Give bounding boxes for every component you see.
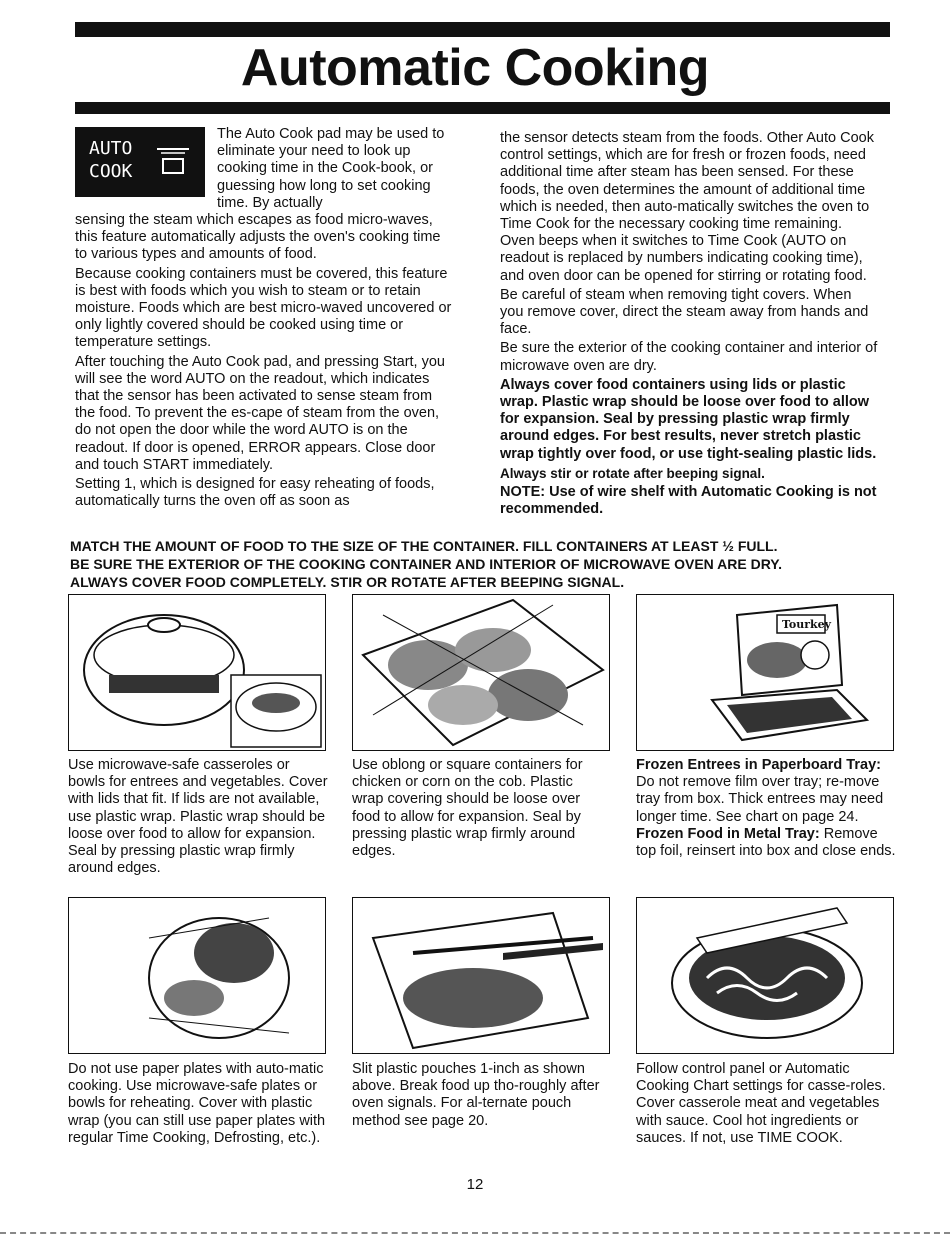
plate-drawing (69, 898, 325, 1053)
plate-illustration (68, 897, 326, 1054)
col1-paragraph: Setting 1, which is designed for easy reheating of foods, automatically turns the oven off as soon as (75, 476, 435, 510)
casserole-illustration (68, 594, 326, 751)
caps-line: ALWAYS COVER FOOD COMPLETELY. STIR OR ROTATE AFTER BEEPING SIGNAL. (70, 574, 625, 590)
col2-bold-paragraph: Always stir or rotate after beeping signal. (500, 465, 765, 481)
col2-bold-paragraph: Always cover food containers using lids or plastic wrap. Plastic wrap should be loose over food to allow for expansion. Seal by pressing plastic wrap firmly around edges. For best results, never stretch plastic wrap tightly over food, or use tight-sealing plastic lids. (500, 376, 877, 462)
pad-label-line2: COOK (89, 161, 133, 182)
col2-paragraph: the sensor detects steam from the foods. Other Auto Cook control settings, which are for fresh or frozen foods, need additional time after steam has been sensed. For these foods, the oven determines the amount of additional time which is needed, then auto-matically switches the oven to Time Cook for the necessary cooking time remaining. Oven beeps when it switches to Time Cook (AUTO on readout is replaced by numbers indicating cooking time), and oven door can be opened for stirring or rotating food. (500, 130, 874, 284)
caption-bold: Frozen Entrees in Paperboard Tray: (636, 757, 881, 773)
chicken-drawing (353, 595, 609, 750)
caption-paper-plates: Do not use paper plates with auto-matic cooking. Use microwave-safe plates or bowls for reheating. Cover with plastic wrap (you can still use paper plates with regular Time Cooking, Defrosting, etc.). (68, 1061, 326, 1146)
top-rule (75, 22, 890, 37)
col1-paragraph: After touching the Auto Cook pad, and pressing Start, you will see the word AUTO on the readout, which indicates that the sensor has been activated to sense steam from the food. To prevent the es-cape of steam from the oven, do not open the door while the word AUTO is on the readout. If door is opened, ERROR appears. Close door and touch START immediately. (75, 353, 445, 473)
auto-cook-pad-illustration (75, 127, 205, 197)
page-title: Automatic Cooking (240, 39, 710, 97)
title-underline-rule (75, 102, 890, 114)
left-column (75, 212, 453, 512)
pouch-drawing (353, 898, 609, 1053)
caption-pouches: Slit plastic pouches 1-inch as shown above. Break food up tho-roughly after oven signals. For al-ternate pouch method see page 20. (352, 1061, 600, 1129)
chicken-dish-illustration (352, 594, 610, 751)
col2-paragraph: Be sure the exterior of the cooking container and interior of microwave oven are dry. (500, 340, 878, 374)
caps-line: BE SURE THE EXTERIOR OF THE COOKING CONTAINER AND INTERIOR OF MICROWAVE OVEN ARE DRY. (70, 556, 782, 572)
caption-casserole-sauce: Follow control panel or Automatic Cooking Chart settings for casse-roles. Cover casserole meat and vegetables with sauce. Cool hot ingredients or sauces. If not, use TIME COOK. (636, 1061, 886, 1146)
col1-paragraph: sensing the steam which escapes as food micro-waves, this feature automatically adjusts the oven's cooking time to various types and amounts of food. (75, 212, 441, 263)
caption-text: Do not remove film over tray; re-move tray from box. Thick entrees may need longer time. See chart on page 24. (636, 774, 884, 825)
caps-instructions (70, 537, 885, 591)
casserole-sauce-illustration (636, 897, 894, 1054)
col1-paragraph: Because cooking containers must be covered, this feature is best with foods which you wish to steam or to retain moisture. Foods which are best micro-waved uncovered or only lightly covered should be cooked using time or temperature settings. (75, 265, 452, 351)
footer-rule (0, 1232, 950, 1236)
frozen-entree-drawing (637, 595, 893, 750)
col2-paragraph: Be careful of steam when removing tight covers. When you remove cover, direct the steam away from hands and face. (500, 286, 869, 338)
intro-text: The Auto Cook pad may be used to eliminate your need to look up cooking time in the Cook-book, or guessing how long to set cooking time. By actually (217, 126, 445, 211)
col2-note: NOTE: Use of wire shelf with Automatic Cooking is not recommended. (500, 484, 877, 518)
caps-line: MATCH THE AMOUNT OF FOOD TO THE SIZE OF THE CONTAINER. FILL CONTAINERS AT LEAST ½ FULL. (70, 538, 778, 554)
caption-casseroles: Use microwave-safe casseroles or bowls for entrees and vegetables. Cover with lids that fit. If lids are not available, use plastic wrap. Plastic wrap should be loose over food to allow for expansion. Seal by pressing plastic wrap firmly around edges. (68, 757, 328, 877)
page-number: 12 (466, 1176, 484, 1193)
pad-label-line1: AUTO (89, 138, 133, 159)
frozen-entree-illustration (636, 594, 894, 751)
caption-bold: Frozen Food in Metal Tray: (636, 825, 820, 842)
right-column (500, 130, 878, 520)
box-brand-label: Tourkey (782, 618, 832, 631)
casserole-drawing (69, 595, 325, 750)
casserole-sauce-drawing (637, 898, 893, 1053)
caption-frozen-entrees (636, 757, 896, 860)
intro-paragraph (217, 126, 452, 214)
cook-pot-icon (155, 143, 191, 179)
caption-oblong-containers: Use oblong or square containers for chicken or corn on the cob. Plastic wrap covering should be loose over food to allow for expansion. Seal by pressing plastic wrap firmly around edges. (352, 757, 583, 860)
pouch-illustration (352, 897, 610, 1054)
caption-text: Remove top foil, reinsert into box and close ends. (636, 825, 896, 860)
